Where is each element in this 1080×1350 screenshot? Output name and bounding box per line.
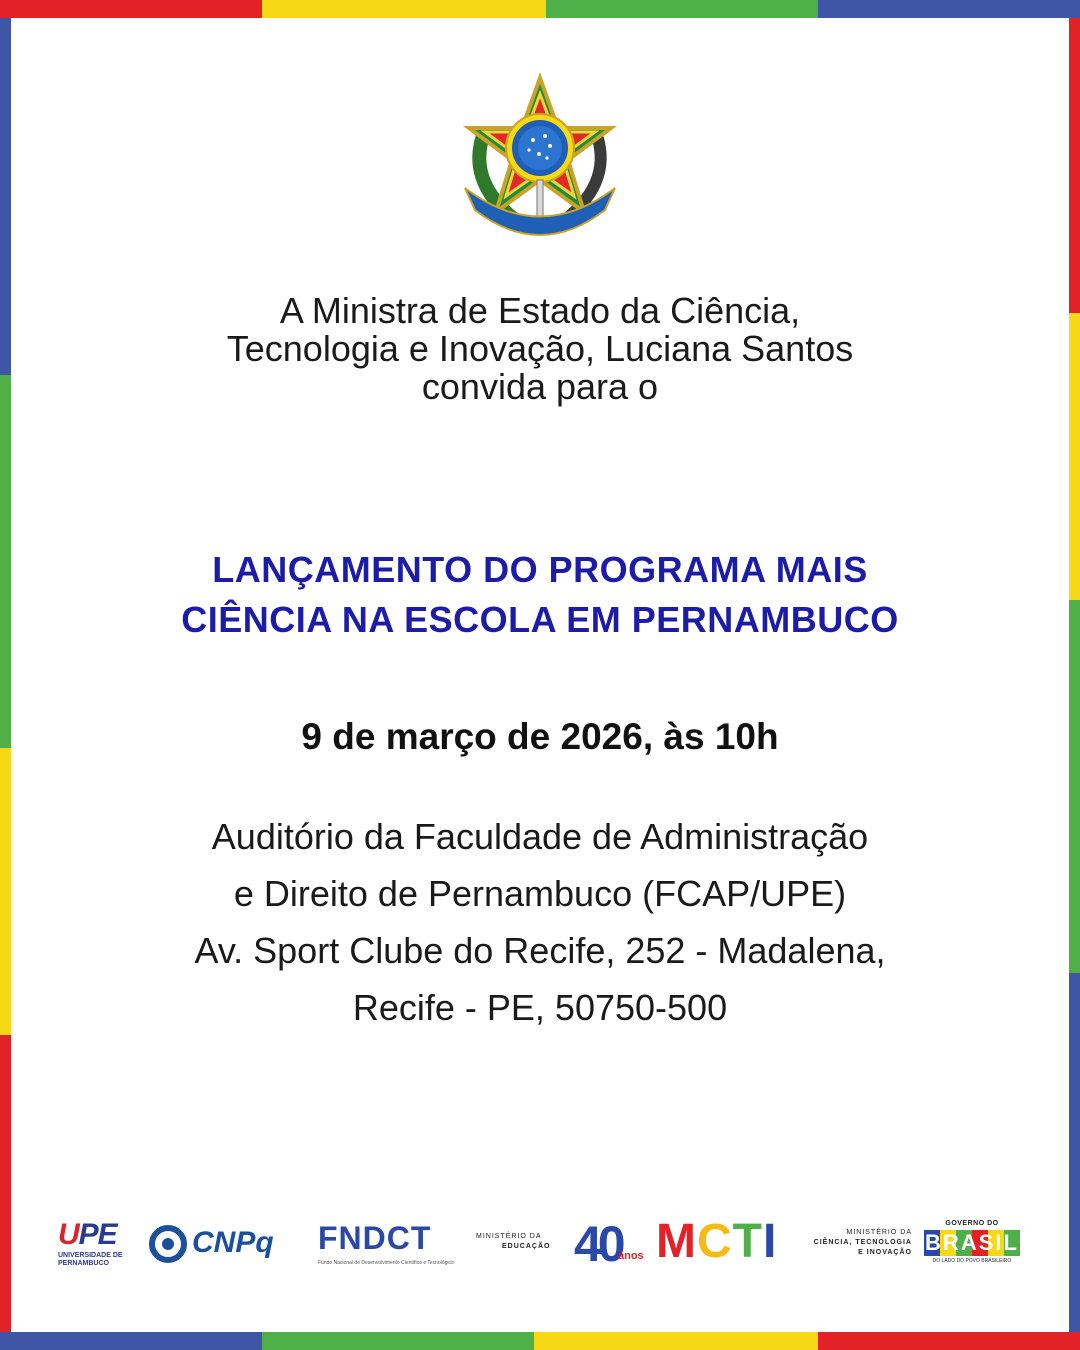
mcti-40-anos-logo — [574, 1210, 784, 1280]
mec-logo — [476, 1210, 551, 1280]
gov-logo-bottom: DO LADO DO POVO BRASILEIRO — [932, 1258, 1012, 1264]
brazil-coat-of-arms-icon — [455, 70, 625, 240]
mcti-ministry-logo — [806, 1210, 912, 1280]
cnpq-logo — [148, 1210, 293, 1280]
upe-logo-mark-a: U — [58, 1218, 79, 1251]
frame-right-red — [1069, 18, 1080, 313]
mcti-ministry-line: MINISTÉRIO DA — [846, 1229, 912, 1236]
gov-logo-top: GOVERNO DO — [945, 1220, 999, 1227]
fndct-logo-subtitle: Fundo Nacional de Desenvolvimento Científico e Tecnológico — [318, 1260, 454, 1266]
partner-logos — [0, 1210, 1080, 1280]
upe-logo-text: UNIVERSIDADE DE PERNAMBUCO — [58, 1252, 123, 1267]
event-title-line: LANÇAMENTO DO PROGRAMA MAIS — [212, 549, 868, 590]
invitation-intro — [0, 292, 1080, 406]
frame-left-red — [0, 1035, 11, 1332]
mcti-40-number: 40 — [574, 1216, 622, 1272]
frame-bottom-yellow — [534, 1332, 818, 1350]
frame-top-yellow — [262, 0, 546, 18]
governo-do-brasil-logo — [922, 1210, 1022, 1280]
event-title-line: CIÊNCIA NA ESCOLA EM PERNAMBUCO — [181, 599, 899, 640]
intro-line: Tecnologia e Inovação, Luciana Santos — [226, 328, 854, 369]
mcti-40-text: MCTI — [656, 1215, 778, 1268]
mcti-40-anos: anos — [618, 1250, 644, 1262]
frame-top-red — [0, 0, 262, 18]
frame-bottom-green — [262, 1332, 534, 1350]
mec-logo-line: MINISTÉRIO DA — [476, 1233, 542, 1240]
cnpq-logo-text: CNPq — [192, 1226, 274, 1259]
gov-logo-wordmark — [924, 1230, 1020, 1256]
gov-logo-word: BRASIL — [925, 1230, 1019, 1255]
fndct-logo-text: FNDCT — [318, 1220, 432, 1256]
venue-line: e Direito de Pernambuco (FCAP/UPE) — [233, 873, 847, 914]
intro-line: convida para o — [421, 366, 659, 407]
frame-top-green — [546, 0, 818, 18]
frame-bottom-blue — [0, 1332, 262, 1350]
venue-line: Av. Sport Clube do Recife, 252 - Madalena, — [194, 930, 886, 971]
venue-line: Auditório da Faculdade de Administração — [211, 816, 869, 857]
upe-logo-mark — [58, 1218, 117, 1252]
frame-bottom-red — [818, 1332, 1080, 1350]
venue-line: Recife - PE, 50750-500 — [352, 987, 728, 1028]
mcti-ministry-line: E INOVAÇÃO — [858, 1249, 912, 1256]
event-datetime: 9 de março de 2026, às 10h — [301, 716, 779, 757]
event-title — [0, 545, 1080, 645]
intro-line: A Ministra de Estado da Ciência, — [279, 290, 801, 331]
frame-top-blue — [818, 0, 1080, 18]
mec-logo-line: EDUCAÇÃO — [502, 1243, 551, 1250]
cnpq-mark-icon — [148, 1224, 188, 1264]
upe-logo — [58, 1210, 124, 1280]
upe-logo-mark-b: PE — [78, 1218, 117, 1251]
event-venue — [0, 808, 1080, 1036]
fndct-logo — [318, 1210, 453, 1280]
mcti-ministry-line: CIÊNCIA, TECNOLOGIA — [813, 1239, 912, 1246]
